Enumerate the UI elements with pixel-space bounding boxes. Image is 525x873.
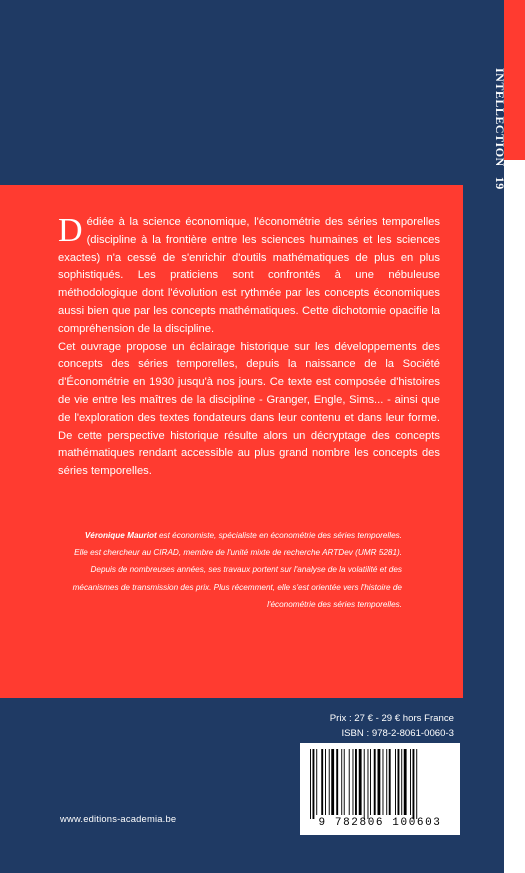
paragraph-text: édiée à la science économique, l'économétrie des séries temporelles (discipline à la frontière entre les sciences humaines et les sciences exactes) n'a cessé de s'enrichir d'outils mathématiques de plus en plus sophistiqués. Les praticiens sont confrontés à une nébuleuse méthodologique dont l'évolution est rythmée par les concepts économiques aussi bien que par les concepts mathématiques. Cette dichotomie opacifie la compréhension de la discipline. [58,216,440,335]
barcode-bar [336,749,338,815]
series-name: INTELLECTION [493,68,507,167]
barcode-bar [404,749,407,815]
spine-strip [493,0,525,190]
barcode-bar [386,749,387,815]
barcode-bar [321,749,323,815]
barcode-bar [344,749,345,815]
barcode-bar [359,749,362,815]
price-block [316,711,454,741]
barcode-bar [398,749,400,815]
barcode-bar [368,749,369,819]
barcode-bar [370,749,371,815]
barcode-bar [413,749,415,819]
series-title [492,68,507,218]
barcode-bar [316,749,317,815]
drop-cap: D [58,212,83,249]
barcode-bar [416,749,417,819]
barcode-bar [341,749,342,815]
author-bio-text: est économiste, spécialiste en économétrie des séries temporelles. Elle est chercheur au CIRAD, membre de l'unité mixte de recherche ARTDev (UMR 5281). Depuis de nombreuses années, ses travaux portent sur l'analyse de la volatilité et des mécanismes de transmission des prix. Plus récemment, elle s'est orientée vers l'histoire de l'économétrie des séries temporelles. [72,531,402,609]
barcode-bar [378,749,381,815]
barcode-bar [355,749,357,815]
barcode-bar [329,749,330,815]
barcode-bar [383,749,384,815]
barcode-bar [401,749,402,815]
barcode-bar [374,749,376,815]
barcode-bar [389,749,391,815]
publisher-website: www.editions-academia.be [60,813,177,824]
summary-text [58,214,440,481]
barcode-bar [353,749,354,815]
barcode-bar [410,749,411,815]
barcode-bar [364,749,365,819]
barcode-digits: 9 782806 100603 [318,817,442,829]
summary-paragraph-2: Cet ouvrage propose un éclairage historique sur les développements des concepts des séries temporelles, depuis la naissance de la Société d'Économétrie en 1930 jusqu'à nos jours. Ce texte est composée d'histoires de vie entre les maîtres de la discipline - Granger, Engle, Sims... - ainsi que de l'exploration des textes fondateurs dans leur contenu et dans leur forme. De cette perspective historique résulte alors un décryptage des concepts mathématiques rendant accessible au plus grand nombre les concepts des séries temporelles. [58,340,440,478]
barcode [300,743,460,835]
summary-paragraph-1 [58,214,440,339]
barcode-bar [313,749,315,819]
barcode-bar [349,749,350,815]
author-name: Véronique Mauriot [84,531,157,540]
series-number: 19 [493,176,507,190]
author-bio [72,527,402,613]
barcode-bar [325,749,326,815]
isbn-text: ISBN : 978-2-8061-0060-3 [341,728,454,739]
barcode-bar [395,749,396,815]
barcode-bar [310,749,311,819]
barcode-bar [331,749,334,815]
price-text: Prix : 27 € - 29 € hors France [329,713,454,724]
